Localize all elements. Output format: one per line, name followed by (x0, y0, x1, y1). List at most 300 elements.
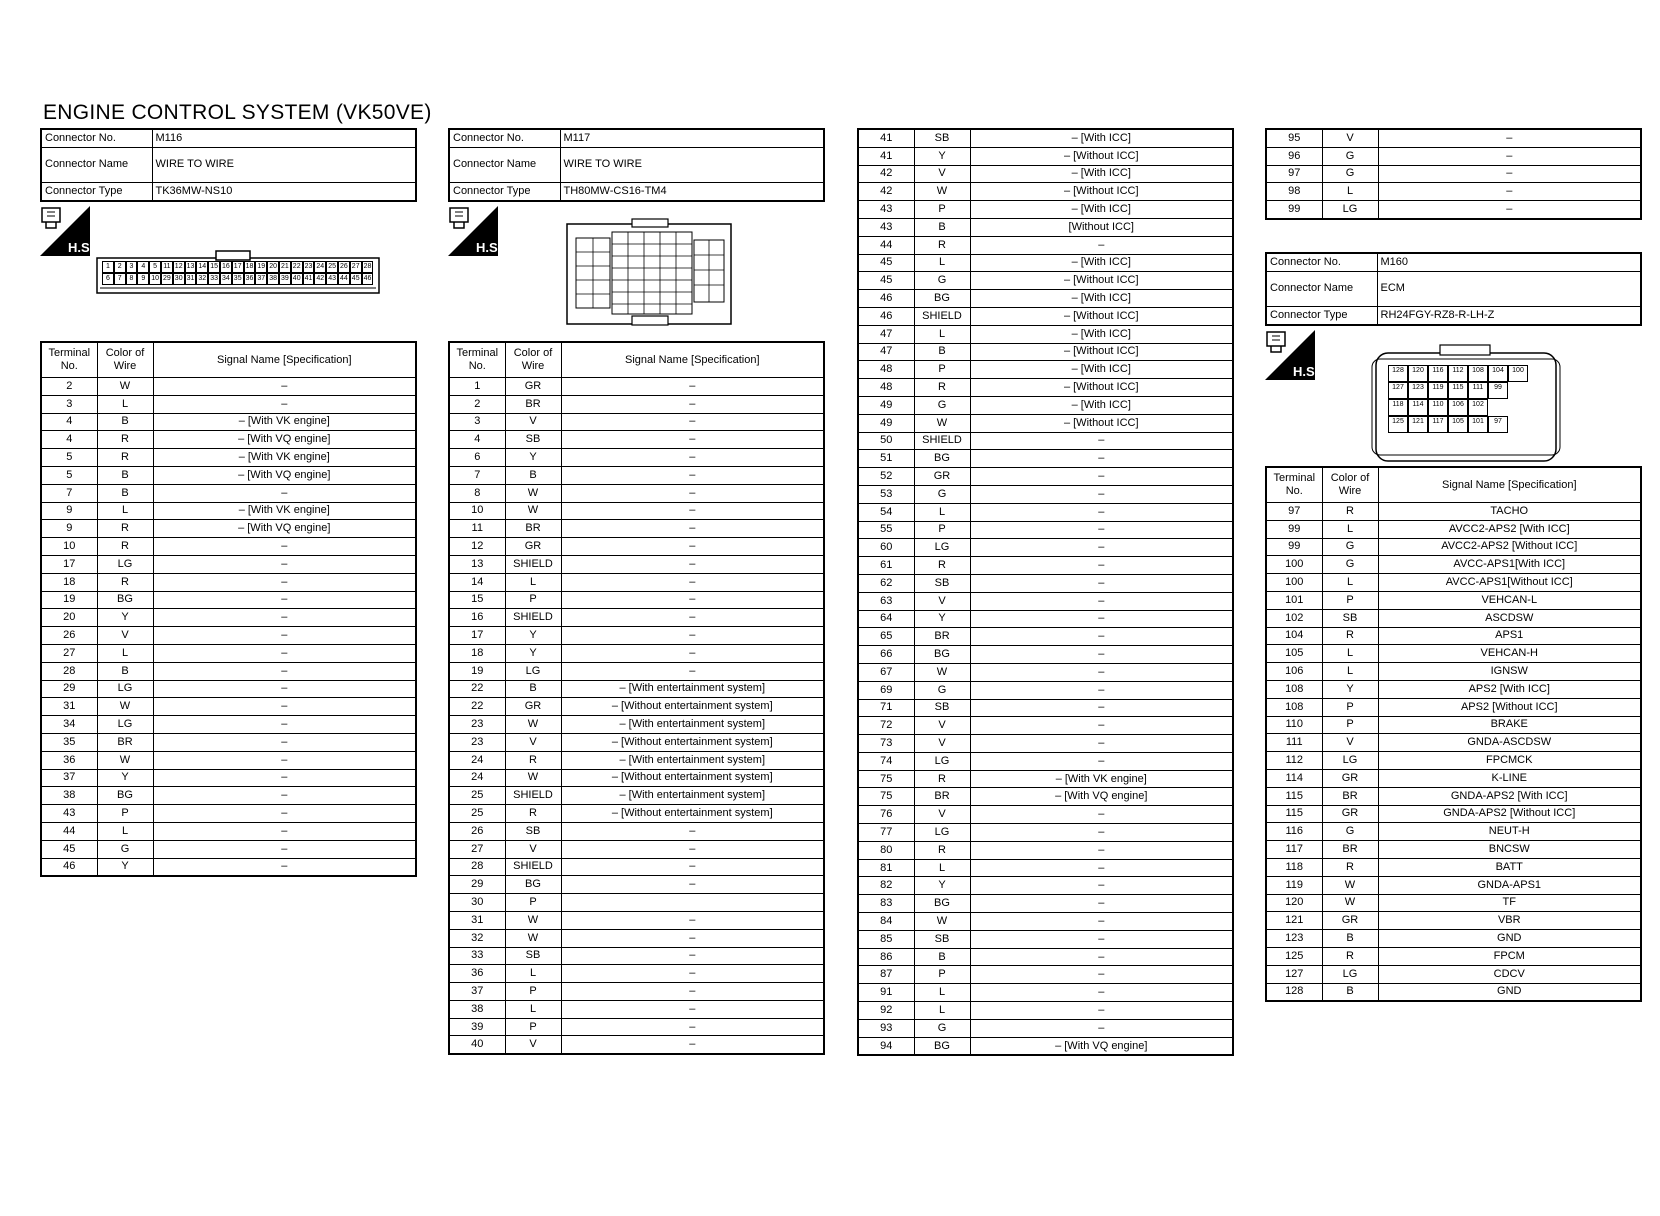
signal-name-cell: – (153, 733, 416, 751)
wire-color-cell: BR (1322, 841, 1378, 859)
table-row (858, 379, 1233, 397)
wire-color-cell: Y (914, 877, 970, 895)
wire-color-cell: SB (505, 822, 561, 840)
terminal-no-cell: 97 (1266, 165, 1322, 183)
connector-pin: 41 (303, 273, 315, 285)
signal-name-cell: – [Without ICC] (970, 379, 1233, 397)
signal-name-cell: – (970, 592, 1233, 610)
table-row (858, 1037, 1233, 1055)
signal-name-cell: – [With VQ engine] (970, 1037, 1233, 1055)
wire-color-cell: GR (1322, 912, 1378, 930)
terminal-no-cell: 110 (1266, 716, 1322, 734)
terminal-no-cell: 116 (1266, 823, 1322, 841)
terminal-no-cell: 41 (858, 129, 914, 147)
terminal-no-cell: 17 (449, 627, 505, 645)
wire-color-cell: V (505, 733, 561, 751)
table-row (449, 1018, 824, 1036)
wire-color-cell: SHIELD (914, 432, 970, 450)
wire-color-cell: LG (97, 716, 153, 734)
table-row (41, 466, 416, 484)
terminal-no-cell: 67 (858, 663, 914, 681)
table-row (1266, 965, 1641, 983)
connector-pin: 3 (126, 261, 138, 273)
connector-pin: 6 (102, 273, 114, 285)
wire-color-cell: Y (914, 147, 970, 165)
table-row (1266, 201, 1641, 219)
connector-pin: 110 (1428, 399, 1448, 416)
table-row (41, 716, 416, 734)
signal-name-cell: – (970, 610, 1233, 628)
terminal-no-cell: 28 (41, 662, 97, 680)
signal-name-cell: – (153, 698, 416, 716)
terminal-no-cell: 23 (449, 733, 505, 751)
terminal-no-cell: 120 (1266, 894, 1322, 912)
terminal-no-cell: 53 (858, 485, 914, 503)
connector-no-value: M117 (560, 129, 824, 147)
signal-name-cell: – (1378, 183, 1641, 201)
terminal-no-cell: 108 (1266, 698, 1322, 716)
connector-pin: 27 (350, 261, 362, 273)
table-row (41, 840, 416, 858)
terminal-no-cell: 46 (858, 290, 914, 308)
wire-color-cell: L (914, 1002, 970, 1020)
connector-pin: 114 (1408, 399, 1428, 416)
pin-table-m117-continued (857, 128, 1234, 1056)
pin-table-m116 (40, 341, 417, 877)
connector-type-value: RH24FGY-RZ8-R-LH-Z (1377, 306, 1641, 324)
connector-info-table (1265, 252, 1642, 326)
terminal-no-cell: 72 (858, 717, 914, 735)
table-row (858, 966, 1233, 984)
terminal-no-cell: 35 (41, 733, 97, 751)
svg-text:H.S.: H.S. (1293, 364, 1319, 379)
wire-color-cell: LG (1322, 201, 1378, 219)
wire-color-cell: BR (505, 395, 561, 413)
wire-color-cell: L (914, 503, 970, 521)
terminal-no-cell: 84 (858, 913, 914, 931)
wire-color-cell: B (914, 218, 970, 236)
table-row (41, 484, 416, 502)
wire-color-cell: BG (97, 787, 153, 805)
terminal-no-cell: 60 (858, 539, 914, 557)
signal-name-cell: – (561, 644, 824, 662)
wire-color-cell: B (97, 466, 153, 484)
signal-name-cell: – [With VQ engine] (153, 520, 416, 538)
connector-pin: 123 (1408, 382, 1428, 399)
connector-name-label: Connector Name (41, 147, 152, 182)
wire-color-cell: BG (914, 290, 970, 308)
connector-pin: 38 (267, 273, 279, 285)
signal-name-cell: – (970, 895, 1233, 913)
wire-color-cell: G (1322, 165, 1378, 183)
table-row (41, 805, 416, 823)
terminal-no-cell: 44 (858, 236, 914, 254)
harness-side-icon (1265, 330, 1319, 380)
wire-color-cell: R (505, 805, 561, 823)
connector-pin: 125 (1388, 416, 1408, 433)
signal-name-cell: APS1 (1378, 627, 1641, 645)
signal-name-cell: – (561, 1000, 824, 1018)
wire-color-cell: R (914, 379, 970, 397)
table-row (858, 592, 1233, 610)
signal-name-cell: – (153, 751, 416, 769)
table-row (858, 841, 1233, 859)
table-row (858, 574, 1233, 592)
table-row (41, 662, 416, 680)
wire-color-cell: G (1322, 147, 1378, 165)
pin-table-m160 (1265, 466, 1642, 1002)
wire-color-cell: BR (97, 733, 153, 751)
wire-color-cell: L (1322, 520, 1378, 538)
signal-name-cell: – [Without entertainment system] (561, 805, 824, 823)
terminal-no-cell: 74 (858, 752, 914, 770)
signal-name-cell: – [With VQ engine] (153, 466, 416, 484)
terminal-no-cell: 4 (41, 431, 97, 449)
connector-pin: 46 (362, 273, 374, 285)
terminal-no-cell: 25 (449, 805, 505, 823)
signal-name-cell: ASCDSW (1378, 609, 1641, 627)
terminal-no-cell: 43 (858, 218, 914, 236)
table-row (41, 431, 416, 449)
signal-name-cell: – (561, 449, 824, 467)
wire-color-cell: W (505, 716, 561, 734)
wire-color-cell: R (505, 751, 561, 769)
signal-name-cell: – [With entertainment system] (561, 716, 824, 734)
terminal-no-cell: 11 (449, 520, 505, 538)
connector-pin: 120 (1408, 365, 1428, 382)
signal-name-cell: – (970, 824, 1233, 842)
wire-color-cell: SB (914, 930, 970, 948)
signal-name-cell: – (970, 663, 1233, 681)
signal-name-cell: – (561, 431, 824, 449)
wire-color-cell: B (505, 680, 561, 698)
wire-color-cell: LG (914, 752, 970, 770)
terminal-no-cell: 37 (41, 769, 97, 787)
wire-color-cell: SHIELD (505, 609, 561, 627)
signal-name-cell: – (970, 699, 1233, 717)
connector-type-value: TH80MW-CS16-TM4 (560, 182, 824, 200)
signal-name-cell: – (153, 573, 416, 591)
wire-color-cell: R (1322, 627, 1378, 645)
wire-color-cell: G (1322, 556, 1378, 574)
table-row (449, 502, 824, 520)
terminal-no-cell: 80 (858, 841, 914, 859)
terminal-no-cell: 98 (1266, 183, 1322, 201)
table-row (858, 165, 1233, 183)
table-row (41, 858, 416, 876)
wire-color-cell: W (914, 414, 970, 432)
table-row (1266, 503, 1641, 521)
wire-color-cell: LG (914, 824, 970, 842)
terminal-no-cell: 64 (858, 610, 914, 628)
terminal-no-cell: 3 (41, 395, 97, 413)
signal-name-cell: – [With VQ engine] (153, 431, 416, 449)
terminal-no-cell: 55 (858, 521, 914, 539)
connector-pin: 117 (1428, 416, 1448, 433)
wire-color-cell: W (505, 502, 561, 520)
signal-name-cell: – (970, 717, 1233, 735)
connector-pin: 44 (338, 273, 350, 285)
signal-name-cell: – (970, 948, 1233, 966)
signal-name-cell: – [With ICC] (970, 201, 1233, 219)
signal-name-cell: – (970, 450, 1233, 468)
connector-pin: 39 (279, 273, 291, 285)
terminal-no-cell: 108 (1266, 680, 1322, 698)
wire-color-cell: BR (505, 520, 561, 538)
terminal-no-cell: 94 (858, 1037, 914, 1055)
terminal-no-cell: 1 (449, 378, 505, 396)
table-row (449, 858, 824, 876)
table-row (449, 627, 824, 645)
terminal-no-cell: 26 (449, 822, 505, 840)
table-row (449, 466, 824, 484)
m160-connector-face (1370, 343, 1562, 469)
connector-no-label: Connector No. (1266, 253, 1377, 271)
terminal-no-cell: 29 (449, 876, 505, 894)
signal-name-cell: FPCM (1378, 947, 1641, 965)
color-header: Color of Wire (1322, 467, 1378, 503)
connector-pin: 35 (232, 273, 244, 285)
connector-pin: 8 (126, 273, 138, 285)
wire-color-cell: W (914, 913, 970, 931)
signal-name-cell: – (561, 555, 824, 573)
wire-color-cell: G (97, 840, 153, 858)
wire-color-cell: W (97, 751, 153, 769)
table-row (41, 573, 416, 591)
wire-color-cell: W (97, 698, 153, 716)
signal-name-cell: – (970, 930, 1233, 948)
signal-name-cell: – (153, 644, 416, 662)
wire-color-cell: V (505, 1036, 561, 1054)
wire-color-cell: SHIELD (505, 787, 561, 805)
m117-connector-face (566, 218, 732, 326)
signal-name-cell: – (970, 574, 1233, 592)
table-row (449, 965, 824, 983)
signal-name-cell: – (970, 539, 1233, 557)
terminal-no-cell: 47 (858, 343, 914, 361)
wire-color-cell: V (1322, 734, 1378, 752)
terminal-no-cell: 45 (858, 272, 914, 290)
signal-name-cell: GNDA-APS1 (1378, 876, 1641, 894)
connector-type-value: TK36MW-NS10 (152, 182, 416, 200)
signal-header: Signal Name [Specification] (1378, 467, 1641, 503)
terminal-no-cell: 43 (858, 201, 914, 219)
connector-info-table (40, 128, 417, 202)
terminal-no-cell: 2 (449, 395, 505, 413)
terminal-no-cell: 48 (858, 361, 914, 379)
wire-color-cell: W (505, 484, 561, 502)
wire-color-cell: Y (97, 858, 153, 876)
wire-color-cell: W (1322, 894, 1378, 912)
table-row (449, 1000, 824, 1018)
terminal-no-cell: 76 (858, 806, 914, 824)
terminal-no-cell: 73 (858, 735, 914, 753)
signal-name-cell: – [Without ICC] (970, 272, 1233, 290)
table-row (858, 646, 1233, 664)
signal-name-cell: – (561, 1018, 824, 1036)
signal-name-cell: – [With entertainment system] (561, 680, 824, 698)
terminal-no-cell: 128 (1266, 983, 1322, 1001)
terminal-no-cell: 101 (1266, 591, 1322, 609)
wire-color-cell: SHIELD (505, 858, 561, 876)
terminal-no-cell: 27 (449, 840, 505, 858)
connector-no-value: M160 (1377, 253, 1641, 271)
terminal-no-cell: 92 (858, 1002, 914, 1020)
wire-color-cell: W (97, 378, 153, 396)
wire-color-cell: BR (914, 628, 970, 646)
terminal-no-cell: 75 (858, 770, 914, 788)
table-row (1266, 183, 1641, 201)
connector-pin: 115 (1448, 382, 1468, 399)
wire-color-cell: GR (505, 698, 561, 716)
terminal-no-cell: 102 (1266, 609, 1322, 627)
table-row (858, 752, 1233, 770)
table-row (1266, 556, 1641, 574)
table-row (449, 591, 824, 609)
table-row (41, 449, 416, 467)
signal-name-cell: – (561, 1036, 824, 1054)
table-row (858, 663, 1233, 681)
signal-name-cell: – (153, 840, 416, 858)
signal-name-cell: – [With ICC] (970, 165, 1233, 183)
connector-type-label: Connector Type (1266, 306, 1377, 324)
signal-name-cell: VEHCAN-L (1378, 591, 1641, 609)
wire-color-cell: B (914, 343, 970, 361)
terminal-no-cell: 43 (41, 805, 97, 823)
terminal-no-cell: 46 (858, 307, 914, 325)
wire-color-cell: G (914, 1019, 970, 1037)
table-row (449, 573, 824, 591)
table-row (858, 824, 1233, 842)
terminal-no-cell: 123 (1266, 930, 1322, 948)
terminal-no-cell: 38 (449, 1000, 505, 1018)
connector-no-value: M116 (152, 129, 416, 147)
wire-color-cell: R (1322, 858, 1378, 876)
terminal-no-cell: 20 (41, 609, 97, 627)
connector-pin: 32 (196, 273, 208, 285)
signal-name-cell: – (970, 1019, 1233, 1037)
signal-name-cell: – (153, 555, 416, 573)
wire-color-cell: BG (914, 1037, 970, 1055)
table-row (1266, 787, 1641, 805)
wire-color-cell: G (1322, 823, 1378, 841)
color-header: Color of Wire (505, 342, 561, 378)
connector-pin: 11 (161, 261, 173, 273)
wire-color-cell: GR (1322, 769, 1378, 787)
table-row (858, 557, 1233, 575)
terminal-no-cell: 119 (1266, 876, 1322, 894)
signal-name-cell: – (561, 983, 824, 1001)
terminal-no-cell: 27 (41, 644, 97, 662)
signal-name-cell: – (970, 521, 1233, 539)
table-row (449, 449, 824, 467)
table-row (1266, 520, 1641, 538)
terminal-no-cell: 114 (1266, 769, 1322, 787)
wire-color-cell: L (914, 254, 970, 272)
terminal-no-cell: 71 (858, 699, 914, 717)
terminal-header: Terminal No. (1266, 467, 1322, 503)
table-row (858, 930, 1233, 948)
connector-pin: 106 (1448, 399, 1468, 416)
signal-name-cell: – [With entertainment system] (561, 751, 824, 769)
connector-pin: 16 (220, 261, 232, 273)
signal-name-cell: – (561, 520, 824, 538)
connector-pin: 29 (161, 273, 173, 285)
table-row (858, 735, 1233, 753)
table-row (1266, 983, 1641, 1001)
wire-color-cell: P (914, 361, 970, 379)
signal-name-cell: – (153, 591, 416, 609)
table-row (1266, 591, 1641, 609)
terminal-no-cell: 38 (41, 787, 97, 805)
terminal-no-cell: 40 (449, 1036, 505, 1054)
signal-name-cell: – (970, 681, 1233, 699)
terminal-no-cell: 125 (1266, 947, 1322, 965)
signal-name-cell: – [With ICC] (970, 290, 1233, 308)
connector-pin: 102 (1468, 399, 1488, 416)
signal-name-cell: – [With ICC] (970, 396, 1233, 414)
terminal-no-cell: 112 (1266, 752, 1322, 770)
table-row (858, 521, 1233, 539)
wire-color-cell: R (97, 573, 153, 591)
wire-color-cell: LG (97, 680, 153, 698)
wire-color-cell: R (914, 557, 970, 575)
connector-pin: 40 (291, 273, 303, 285)
signal-name-cell: – (561, 378, 824, 396)
wire-color-cell: BG (914, 895, 970, 913)
wire-color-cell: SB (505, 947, 561, 965)
table-row (1266, 609, 1641, 627)
table-row (858, 806, 1233, 824)
wire-color-cell: V (914, 735, 970, 753)
table-row (1266, 930, 1641, 948)
terminal-no-cell: 63 (858, 592, 914, 610)
connector-pin: 97 (1488, 416, 1508, 433)
signal-name-cell: BNCSW (1378, 841, 1641, 859)
connector-pin: 9 (137, 273, 149, 285)
signal-name-cell: – (153, 858, 416, 876)
signal-name-cell: AVCC2-APS2 [Without ICC] (1378, 538, 1641, 556)
table-row (449, 413, 824, 431)
signal-name-cell: – [Without entertainment system] (561, 698, 824, 716)
connector-m160-section (1265, 252, 1642, 326)
signal-header: Signal Name [Specification] (153, 342, 416, 378)
signal-name-cell: – [Without ICC] (970, 414, 1233, 432)
table-row (41, 502, 416, 520)
terminal-no-cell: 2 (41, 378, 97, 396)
terminal-no-cell: 44 (41, 822, 97, 840)
table-row (1266, 680, 1641, 698)
connector-pin: 5 (149, 261, 161, 273)
connector-pin: 19 (255, 261, 267, 273)
connector-pin: 17 (232, 261, 244, 273)
terminal-no-cell: 83 (858, 895, 914, 913)
table-row (41, 555, 416, 573)
terminal-header: Terminal No. (41, 342, 97, 378)
terminal-no-cell: 66 (858, 646, 914, 664)
table-row (1266, 876, 1641, 894)
signal-name-cell: – (561, 858, 824, 876)
connector-name-value: WIRE TO WIRE (152, 147, 416, 182)
wire-color-cell: W (505, 929, 561, 947)
wire-color-cell: V (914, 717, 970, 735)
signal-name-cell: – (153, 822, 416, 840)
terminal-no-cell: 117 (1266, 841, 1322, 859)
table-row (449, 840, 824, 858)
wire-color-cell: G (914, 396, 970, 414)
signal-name-cell: – (561, 876, 824, 894)
wire-color-cell: L (1322, 645, 1378, 663)
